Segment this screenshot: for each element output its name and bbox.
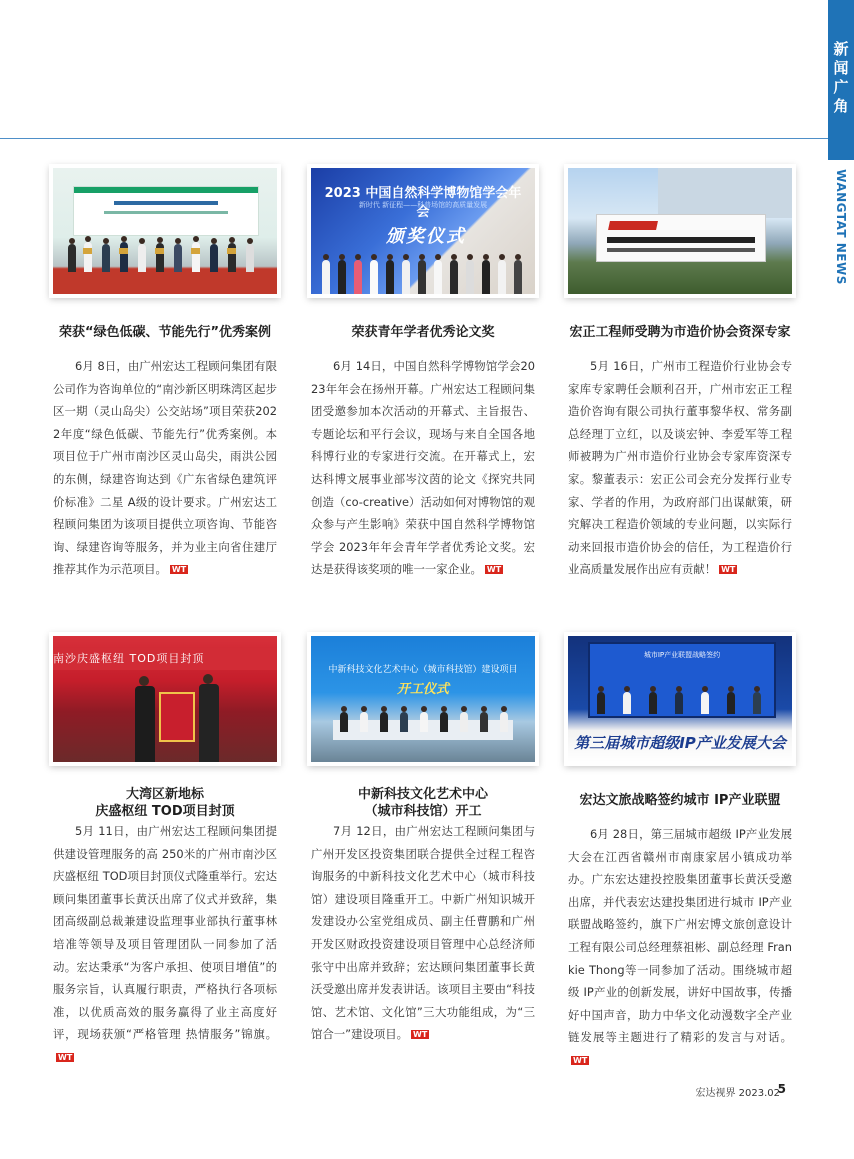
photo-backdrop-screen — [73, 186, 259, 236]
article-title: 中新科技文化艺术中心 （城市科技馆）开工 — [357, 787, 488, 819]
wt-badge: WT — [721, 565, 736, 575]
company-sign — [596, 214, 766, 262]
article-photo — [568, 168, 792, 294]
photo-main-text: 开工仪式 — [396, 682, 449, 697]
photo-bottom-text: 第三届城市超级IP产业发展大会 — [574, 734, 786, 752]
article-title: 荣获青年学者优秀论文奖 — [351, 325, 495, 340]
honor-pennant — [159, 692, 195, 742]
photo-heading: 2023 中国自然科学博物馆学会年会 — [324, 186, 522, 220]
article-body: 6月 14日，中国自然科学博物馆学会2023年年会在扬州开幕。广州宏达工程顾问集团受邀参加本次活动的开幕式、主旨报告、专题论坛和平行会议，现场与来自全国各地科博行业的专家进行交流。在开幕式上，宏达科博文展事业部岑汶茵的论文《探究共同创造（co-creative）活动如何对博物馆的观众参与产生影响》荣获中国自然科学博物馆学会 2023年年会青年学者优秀论文奖。宏达是获得该奖项的唯一一家企业。 WT — [311, 359, 535, 577]
section-char: 广 — [833, 78, 849, 96]
wt-badge: WT — [573, 1055, 588, 1065]
article-body: 6月 8日，由广州宏达工程顾问集团有限公司作为咨询单位的“南沙新区明珠湾区起步区一期（灵山岛尖）公交站场”项目荣获2022年度“绿色低碳、节能先行”优秀案例。本项目位于广州市南沙区灵山岛尖，雨洪公园的东侧，绿建咨询达到《广东省绿色建筑评价标准》二星 A级的设计要求。广州宏达工程顾问集团为该项目提供立项咨询、节能咨询、绿建咨询等服务，并为业主向省住建厅推荐其作为示范项目。 WT — [53, 359, 277, 577]
article-photo — [53, 636, 277, 762]
section-label-en: WANGTAT NEWS — [834, 169, 849, 285]
article-card — [53, 168, 277, 581]
photo-screen: 城市IP产业联盟战略签约 — [588, 642, 776, 718]
article-body: 7月 12日，由广州宏达工程顾问集团与广州开发区投资集团联合提供全过程工程咨询服务的中新科技文化艺术中心（城市科技馆）建设项目隆重开工。中新广州知识城开发建设办公室党组成员、副主任曹鹏和广州开发区财政投资建设项目管理中心总经济师张守中出席并致辞；宏达顾问集团董事长黄沃受邀出席并发表讲话。该项目主要由“科技馆、艺术馆、文化馆”三大功能组成，为“三馆合一”建设项目。 WT — [311, 824, 535, 1042]
section-char: 角 — [833, 97, 849, 115]
article-photo — [53, 168, 277, 294]
article-title: 荣获“绿色低碳、节能先行”优秀案例 — [58, 325, 272, 340]
article-title: 大湾区新地标 庆盛枢纽 TOD项目封顶 — [95, 787, 235, 819]
article-body: 6月 28日，第三届城市超级 IP产业发展大会在江西省赣州市南康家居小镇成功举办。广东宏达建投控股集团董事长黄沃受邀出席，并代表宏达建投集团进行城市 IP产业联盟战略签约，旗下广州宏博文旅创意设计工程有限公司总经理蔡祖彬、副总经理 Frankie Thong等一同参加了活动。围绕城市超级 IP产业的创新发展，讲好中国故事，传播好中国声音，助力中华文化动漫数字全产业链发展等主题进行了精彩的发言与对话。WT — [568, 827, 792, 1065]
wt-badge: WT — [486, 565, 502, 575]
article-title: 宏达文旅战略签约城市 IP产业联盟 — [579, 793, 781, 808]
section-tab — [828, 0, 854, 160]
article-card — [53, 636, 277, 1069]
wt-badge: WT — [171, 565, 187, 575]
article-body: 5月 11日，由广州宏达工程顾问集团提供建设管理服务的高 250米的广州市南沙区庆盛枢纽 TOD项目封顶仪式隆重举行。宏达顾问集团董事长黄沃出席了仪式并致辞，集团高级副总裁兼建设监理事业部执行董事林培准等领导及项目管理团队一同参加了活动。宏达秉承“为客户承担、使项目增值”的服务宗旨，认真履行职责，严格执行各项标准，以优质高效的服务赢得了业主高度好评，现场获颁“严格管理 热情服务”锦旗。WT — [53, 824, 277, 1062]
photo-main-text: 颁奖仪式 — [386, 226, 466, 247]
article-card — [568, 168, 792, 581]
page-number: 5 — [777, 1082, 786, 1096]
photo-subheading: 新时代 新征程——科普场馆的高质量发展 — [358, 201, 488, 209]
article-body: 5月 16日，广州市工程造价行业协会专家库专家聘任会顺利召开，广州市宏正工程造价咨询有限公司执行董事黎华权、常务副总经理丁立红，以及谈宏钟、李爱军等工程师被聘为广州市造价行业协会专家库资深专家。黎董表示：宏正公司会充分发挥行业专家、学者的作用，为政府部门出谋献策，研究解决工程造价领域的专业问题，以实际行动来回报市造价协会的信任，为工程造价行业高质量发展作出应有贡献！ WT — [568, 359, 792, 577]
article-photo — [568, 636, 792, 762]
wt-badge: WT — [413, 1030, 428, 1040]
photo-banner: 南沙庆盛枢纽 TOD项目封顶 — [53, 648, 277, 670]
article-photo — [311, 636, 535, 762]
header-rule — [0, 138, 828, 139]
article-card — [568, 636, 792, 1072]
photo-heading: 中新科技文化艺术中心（城市科技馆）建设项目 — [328, 665, 518, 675]
section-char: 新 — [833, 40, 849, 58]
article-card — [311, 168, 535, 581]
publication-footer: 宏达视界 2023.02 — [695, 1088, 780, 1099]
article-title: 宏正工程师受聘为市造价协会资深专家 — [569, 325, 791, 340]
section-char: 闻 — [833, 59, 849, 77]
wt-badge: WT — [58, 1052, 73, 1062]
article-photo — [311, 168, 535, 294]
article-card — [311, 636, 535, 1046]
